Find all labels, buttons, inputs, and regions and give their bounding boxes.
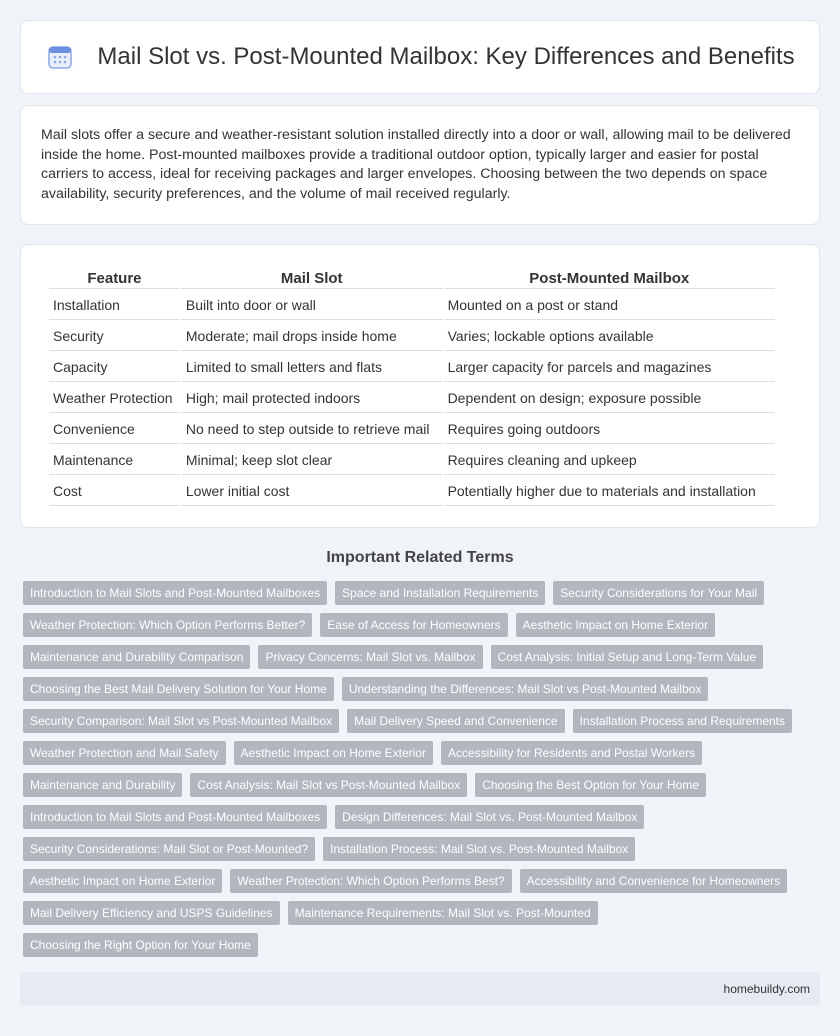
table-cell: Potentially higher due to materials and installation bbox=[444, 477, 775, 506]
table-row bbox=[49, 322, 775, 351]
table-cell: Lower initial cost bbox=[182, 477, 442, 506]
table-cell: High; mail protected indoors bbox=[182, 384, 442, 413]
header-card bbox=[20, 20, 820, 94]
related-term-tag[interactable]: Choosing the Best Mail Delivery Solution for Your Home bbox=[23, 677, 334, 701]
intro-card bbox=[20, 105, 820, 225]
table-cell: Requires cleaning and upkeep bbox=[444, 446, 775, 475]
related-term-tag[interactable]: Security Considerations for Your Mail bbox=[553, 581, 764, 605]
related-term-tag[interactable]: Security Comparison: Mail Slot vs Post-Mounted Mailbox bbox=[23, 709, 339, 733]
table-cell: Requires going outdoors bbox=[444, 415, 775, 444]
column-header: Post-Mounted Mailbox bbox=[444, 267, 775, 289]
comparison-table-card bbox=[20, 244, 820, 528]
table-cell: Mounted on a post or stand bbox=[444, 291, 775, 320]
related-term-tag[interactable]: Weather Protection: Which Option Performs Best? bbox=[230, 869, 511, 893]
header bbox=[45, 42, 794, 72]
table-cell: Maintenance bbox=[49, 446, 180, 475]
table-cell: Limited to small letters and flats bbox=[182, 353, 442, 382]
table-cell: Varies; lockable options available bbox=[444, 322, 775, 351]
related-term-tag[interactable]: Maintenance and Durability Comparison bbox=[23, 645, 250, 669]
table-row bbox=[49, 415, 775, 444]
related-term-tag[interactable]: Cost Analysis: Initial Setup and Long-Term Value bbox=[491, 645, 764, 669]
table-cell: Minimal; keep slot clear bbox=[182, 446, 442, 475]
related-term-tag[interactable]: Weather Protection: Which Option Performs Better? bbox=[23, 613, 312, 637]
related-terms-list bbox=[23, 581, 823, 957]
related-terms-title: Important Related Terms bbox=[326, 549, 514, 566]
table-cell: Weather Protection bbox=[49, 384, 180, 413]
table-cell: Built into door or wall bbox=[182, 291, 442, 320]
table-row bbox=[49, 291, 775, 320]
related-term-tag[interactable]: Privacy Concerns: Mail Slot vs. Mailbox bbox=[258, 645, 482, 669]
related-term-tag[interactable]: Installation Process and Requirements bbox=[573, 709, 792, 733]
related-term-tag[interactable]: Ease of Access for Homeowners bbox=[320, 613, 507, 637]
table-header-row bbox=[49, 267, 775, 289]
footer bbox=[20, 972, 820, 1006]
intro-paragraph: Mail slots offer a secure and weather-resistant solution installed directly into a door or wall, allowing mail to be delivered inside the home. Post-mounted mailboxes provide a traditional outdoor option, typically larger and easier for postal carriers to access, ideal for receiving packages and larger envelopes. Choosing between the two depends on space availability, security preferences, and the volume of mail received regularly. bbox=[41, 127, 791, 202]
table-row bbox=[49, 384, 775, 413]
related-term-tag[interactable]: Maintenance Requirements: Mail Slot vs. Post-Mounted bbox=[288, 901, 598, 925]
related-term-tag[interactable]: Aesthetic Impact on Home Exterior bbox=[234, 741, 433, 765]
table-cell: Convenience bbox=[49, 415, 180, 444]
related-term-tag[interactable]: Cost Analysis: Mail Slot vs Post-Mounted Mailbox bbox=[190, 773, 467, 797]
footer-site-name: homebuildy.com bbox=[723, 982, 810, 996]
related-term-tag[interactable]: Security Considerations: Mail Slot or Post-Mounted? bbox=[23, 837, 315, 861]
related-term-tag[interactable]: Understanding the Differences: Mail Slot vs Post-Mounted Mailbox bbox=[342, 677, 709, 701]
table-cell: Moderate; mail drops inside home bbox=[182, 322, 442, 351]
calendar-icon bbox=[45, 42, 75, 72]
related-term-tag[interactable]: Choosing the Right Option for Your Home bbox=[23, 933, 258, 957]
related-term-tag[interactable]: Maintenance and Durability bbox=[23, 773, 182, 797]
related-term-tag[interactable]: Accessibility for Residents and Postal Workers bbox=[441, 741, 702, 765]
column-header: Feature bbox=[49, 267, 180, 289]
table-cell: Capacity bbox=[49, 353, 180, 382]
related-term-tag[interactable]: Aesthetic Impact on Home Exterior bbox=[23, 869, 222, 893]
related-term-tag[interactable]: Design Differences: Mail Slot vs. Post-Mounted Mailbox bbox=[335, 805, 644, 829]
table-cell: Dependent on design; exposure possible bbox=[444, 384, 775, 413]
related-term-tag[interactable]: Mail Delivery Speed and Convenience bbox=[347, 709, 564, 733]
related-term-tag[interactable]: Accessibility and Convenience for Homeowners bbox=[520, 869, 787, 893]
related-term-tag[interactable]: Weather Protection and Mail Safety bbox=[23, 741, 226, 765]
related-term-tag[interactable]: Mail Delivery Efficiency and USPS Guidelines bbox=[23, 901, 280, 925]
related-term-tag[interactable]: Choosing the Best Option for Your Home bbox=[475, 773, 706, 797]
related-term-tag[interactable]: Aesthetic Impact on Home Exterior bbox=[516, 613, 715, 637]
table-row bbox=[49, 477, 775, 506]
related-term-tag[interactable]: Introduction to Mail Slots and Post-Mounted Mailboxes bbox=[23, 581, 327, 605]
table-cell: Larger capacity for parcels and magazines bbox=[444, 353, 775, 382]
table-cell: Installation bbox=[49, 291, 180, 320]
comparison-table bbox=[47, 265, 777, 508]
column-header: Mail Slot bbox=[182, 267, 442, 289]
table-row bbox=[49, 446, 775, 475]
table-row bbox=[49, 353, 775, 382]
table-cell: Security bbox=[49, 322, 180, 351]
related-term-tag[interactable]: Space and Installation Requirements bbox=[335, 581, 545, 605]
table-cell: Cost bbox=[49, 477, 180, 506]
related-term-tag[interactable]: Introduction to Mail Slots and Post-Mounted Mailboxes bbox=[23, 805, 327, 829]
page-title: Mail Slot vs. Post-Mounted Mailbox: Key Differences and Benefits bbox=[97, 43, 795, 70]
table-cell: No need to step outside to retrieve mail bbox=[182, 415, 442, 444]
related-term-tag[interactable]: Installation Process: Mail Slot vs. Post-Mounted Mailbox bbox=[323, 837, 635, 861]
